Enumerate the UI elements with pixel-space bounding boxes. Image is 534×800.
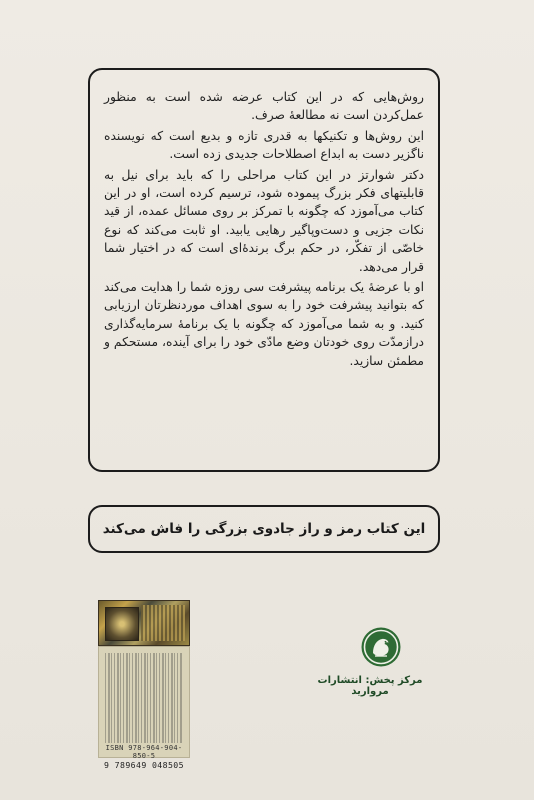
- barcode-bars: [105, 653, 183, 743]
- tagline-text: این کتاب رمز و راز جادوی بزرگی را فاش می‌کند: [102, 521, 426, 537]
- description-box: [88, 68, 440, 472]
- tagline-box: [88, 505, 440, 553]
- description-paragraph-3: دکتر شوارتز در این کتاب مراحلی را که باید برای نیل به قابلیتهای فکر بزرگ پیموده شود، ترسیم کرده است، او در این کتاب می‌آموزد که چگونه با تمرکز بر روی مسائل عمده، از قید نکات جزیی و دست‌وپاگیر رهایی یابید. او ثابت می‌کند که نوع خاصّی از تفکّر، در حکم برگ برندهٔ‌ای است که در اختیار شما قرار می‌دهد.: [104, 167, 424, 274]
- description-paragraph-1: روش‌هایی که در این کتاب عرضه شده است به منظور عمل‌کردن است نه مطالعهٔ صرف.: [104, 90, 424, 123]
- hologram-pattern: [141, 605, 185, 641]
- isbn-number: 9 789649 048505: [104, 760, 184, 770]
- publisher-distribution-text: مرکز پخش: انتشارات مروارید: [317, 675, 423, 697]
- barcode: [98, 646, 190, 758]
- barcode-isbn-label: ISBN 978-964-904-850-5: [105, 744, 183, 760]
- bird-in-circle-icon: [360, 626, 402, 668]
- description-paragraph-2: این روش‌ها و تکنیکها به قدری تازه و بدیع است که نویسنده ناگزیر دست به ابداع اصطلاحات جدیدی زده است.: [104, 128, 424, 162]
- hologram-sticker: [98, 600, 190, 646]
- hologram-emblem-icon: [105, 607, 139, 641]
- description-paragraph-4: او با عرضهٔ یک برنامه پیشرفت سی روزه شما را هدایت می‌کند که بتوانید پیشرفت خود را به سوی اهداف موردنظرتان ارزیابی کنید. و به شما می‌آموزد که چگونه با یک برنامهٔ سرمایه‌گذاری درازمدّت روی خودتان وضع مادّی خود را برای آینده، مستحکم و مطمئن سازید.: [104, 280, 424, 368]
